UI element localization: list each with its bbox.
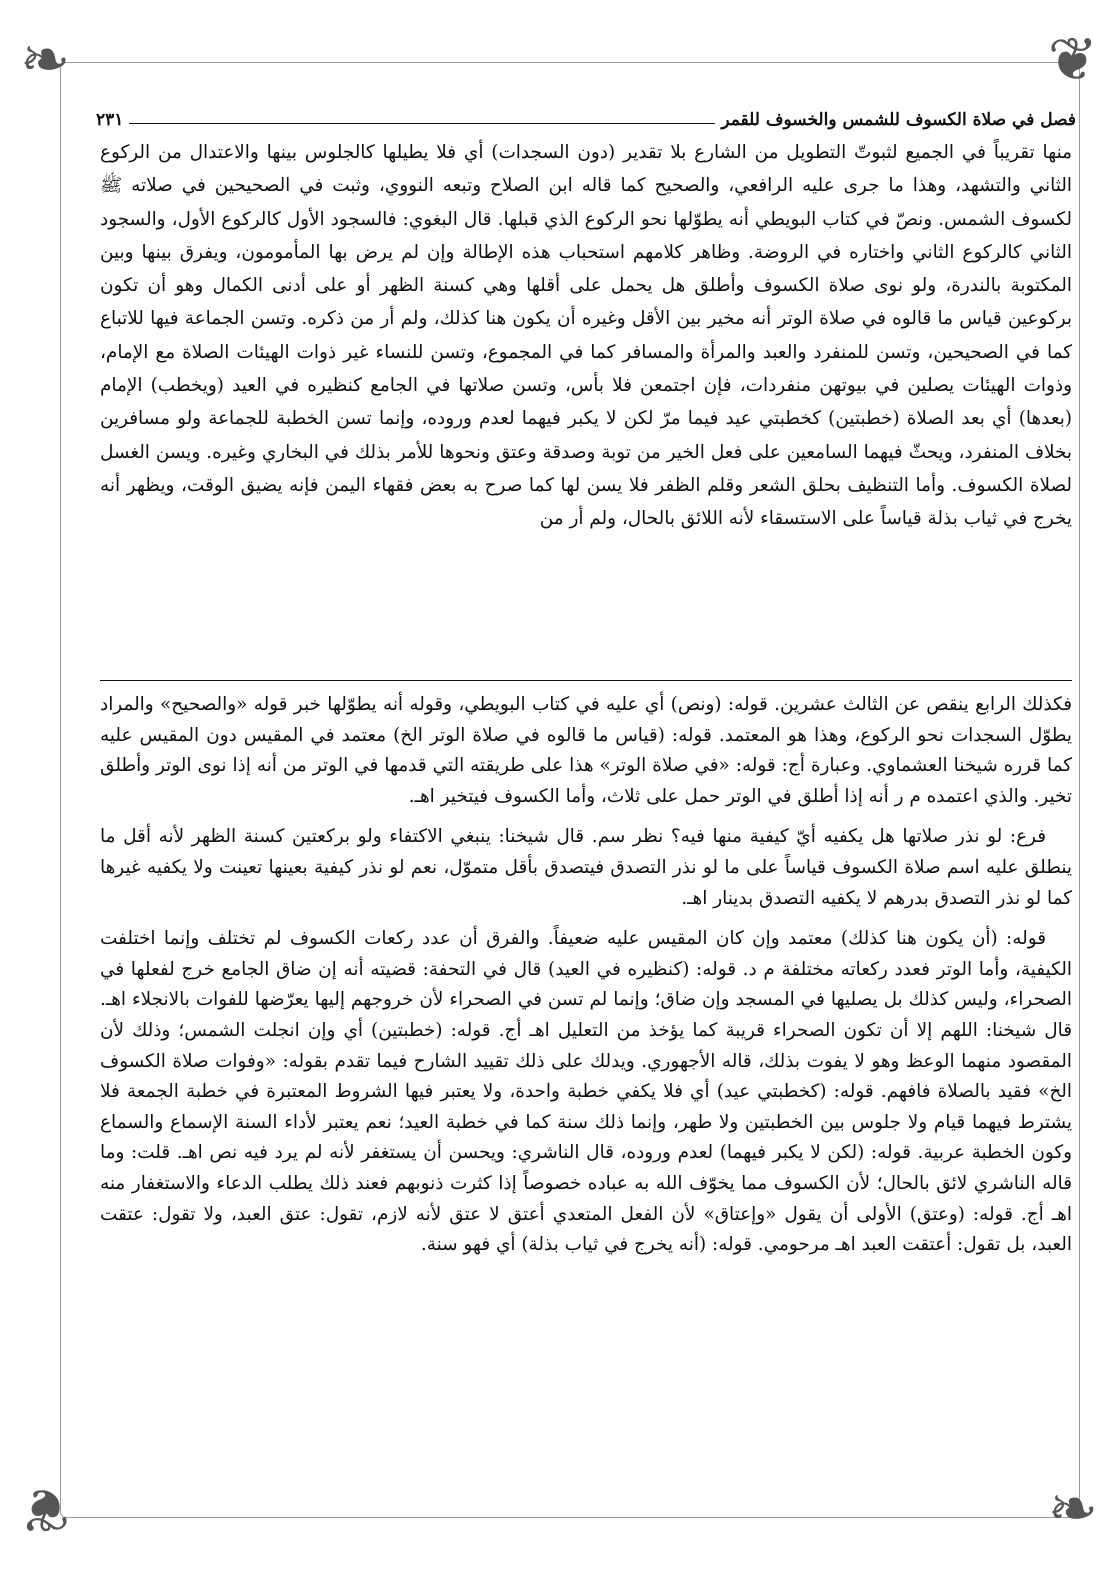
scroll-ornament-icon: ❧ bbox=[20, 25, 71, 95]
scroll-ornament-icon: ❦ bbox=[20, 1474, 71, 1544]
scroll-ornament-icon: ❧ bbox=[1047, 1474, 1098, 1544]
section-divider bbox=[100, 680, 1072, 681]
header-rule bbox=[129, 123, 715, 124]
scroll-ornament-icon: ❦ bbox=[1047, 25, 1098, 95]
commentary-paragraph: قوله: (أن يكون هنا كذلك) معتمد وإن كان المقيس عليه ضعيفاً. والفرق أن عدد ركعات الكسوف لم تختلف وإنما اختلفت الكيفية، وأما الوتر فعدد ركعاته مختلفة م د. قوله: (كنظيره في العيد) قال في التحفة: قضيته أنه إن ضاق الجامع خرج لفعلها في الصحراء، وليس كذلك بل يصليها في المسجد وإن ضاق؛ وإنما لم تسن في الصحراء لأن خروجهم إليها يعرّضها للفوات بالانجلاء اهـ. قال شيخنا: اللهم إلا أن تكون الصحراء قريبة كما يؤخذ من التعليل اهـ أج. قوله: (خطبتين) أي وإن انجلت الشمس؛ وذلك لأن المقصود منهما الوعظ وهو لا يفوت بذلك، قاله الأجهوري. ويدلك على ذلك تقييد الشارح فيما تقدم بقوله: «وفوات صلاة الكسوف الخ» فقيد بالصلاة فافهم. قوله: (كخطبتي عيد) أي فلا يكفي خطبة واحدة، ولا يعتبر فيها الشروط المعتبرة في خطبة الجمعة فلا يشترط فيهما قيام ولا جلوس بين الخطبتين ولا طهر، وإنما ذلك سنة كما في خطبة العيد؛ نعم يعتبر لأداء السنة الإسماع والسماع وكون الخطبة عربية. قوله: (لكن لا يكبر فيهما) لعدم وروده، قال الناشري: ويحسن أن يستغفر لأنه لم يرد فيه نص اهـ. قلت: وما قاله الناشري لائق بالحال؛ لأن الكسوف مما يخوّف الله به عباده خصوصاً إذا كثرت ذنوبهم فعند ذلك يطلب الدعاء والاستغفار منه اهـ أج. قوله: (وعتق) الأولى أن يقول «وإعتاق» لأن الفعل المتعدي أعتق لا عتق لأنه لازم، تقول: عتق العبد، ولا تقول: عتقت العبد، بل تقول: أعتقت العبد اهـ مرحومي. قوله: (أنه يخرج في ثياب بذلة) أي فهو سنة. bbox=[100, 928, 1072, 1256]
page-header bbox=[96, 94, 1076, 130]
commentary bbox=[100, 690, 1072, 1490]
page-number: ٢٣١ bbox=[96, 110, 124, 130]
commentary-paragraph: فرع: لو نذر صلاتها هل يكفيه أيّ كيفية منها فيه؟ نظر سم. قال شيخنا: ينبغي الاكتفاء ولو بركعتين كسنة الظهر لأنه أقل ما ينطلق عليه اسم صلاة الكسوف قياساً على ما لو نذر التصدق فيتصدق بأقل متموّل، نعم لو نذر كيفية بعينها تعينت ولا يكفيه غيرها كما لو نذر التصدق بدرهم لا يكفيه التصدق بدينار اهـ. bbox=[100, 826, 1072, 909]
running-title: فصل في صلاة الكسوف للشمس والخسوف للقمر bbox=[721, 110, 1076, 130]
main-text: منها تقريباً في الجميع لثبوتّ التطويل من الشارع بلا تقدير (دون السجدات) أي فلا يطيلها كالجلوس بينها والاعتدال من الركوع الثاني والتشهد، وهذا ما جرى عليه الرافعي، والصحيح كما قاله ابن الصلاح وتبعه النووي، وثبت في الصحيحين في صلاته ﷺ لكسوف الشمس. ونصّ في كتاب البويطي أنه يطوّلها نحو الركوع الذي قبلها. قال البغوي: فالسجود الأول كالركوع الأول، والسجود الثاني كالركوع الثاني واختاره في الروضة. وظاهر كلامهم استحباب هذه الإطالة وإن لم يرض بها المأمومون، ويفرق بينها وبين المكتوبة بالندرة، ولو نوى صلاة الكسوف وأطلق هل يحمل على أقلها وهي كسنة الظهر أو على أدنى الكمال وهو أن تكون بركوعين قياس ما قالوه في صلاة الوتر أنه مخير بين الأقل وغيره أن يكون هنا كذلك، ولم أر من ذكره. وتسن الجماعة فيها للاتباع كما في الصحيحين، وتسن للمنفرد والعبد والمرأة والمسافر كما في المجموع، وتسن للنساء غير ذوات الهيئات الصلاة مع الإمام، وذوات الهيئات يصلين في بيوتهن منفردات، فإن اجتمعن فلا بأس، وتسن صلاتها في الجامع كنظيره في العيد (ويخطب) الإمام (بعدها) أي بعد الصلاة (خطبتين) كخطبتي عيد فيما مرّ لكن لا يكبر فيهما لعدم وروده، وإنما تسن الخطبة للجماعة ولو مسافرين بخلاف المنفرد، ويحثّ فيهما السامعين على فعل الخير من توبة وصدقة وعتق ونحوها للأمر بذلك في البخاري وغيره. ويسن الغسل لصلاة الكسوف. وأما التنظيف بحلق الشعر وقلم الظفر فلا يسن لها كما صرح به بعض فقهاء اليمن فإنه يضيق الوقت، ويظهر أنه يخرج في ثياب بذلة قياساً على الاستسقاء لأنه اللائق بالحال، ولم أر من bbox=[100, 142, 1072, 530]
commentary-paragraph: فكذلك الرابع ينقص عن الثالث عشرين. قوله: (ونص) أي عليه في كتاب البويطي، وقوله أنه يطوّلها خبر قوله «والصحيح» والمراد يطوّل السجدات نحو الركوع، وهذا هو المعتمد. قوله: (قياس ما قالوه في صلاة الوتر الخ) معتمد في المقيس دون المقيس عليه كما قرره شيخنا العشماوي. وعبارة أج: قوله: «في صلاة الوتر» هذا على طريقته التي قدمها في الوتر من أنه إذا نوى الوتر وأطلق تخير. والذي اعتمده م ر أنه إذا أطلق في الوتر حمل على ثلاث، وأما الكسوف فيتخير اهـ. bbox=[100, 694, 1072, 807]
